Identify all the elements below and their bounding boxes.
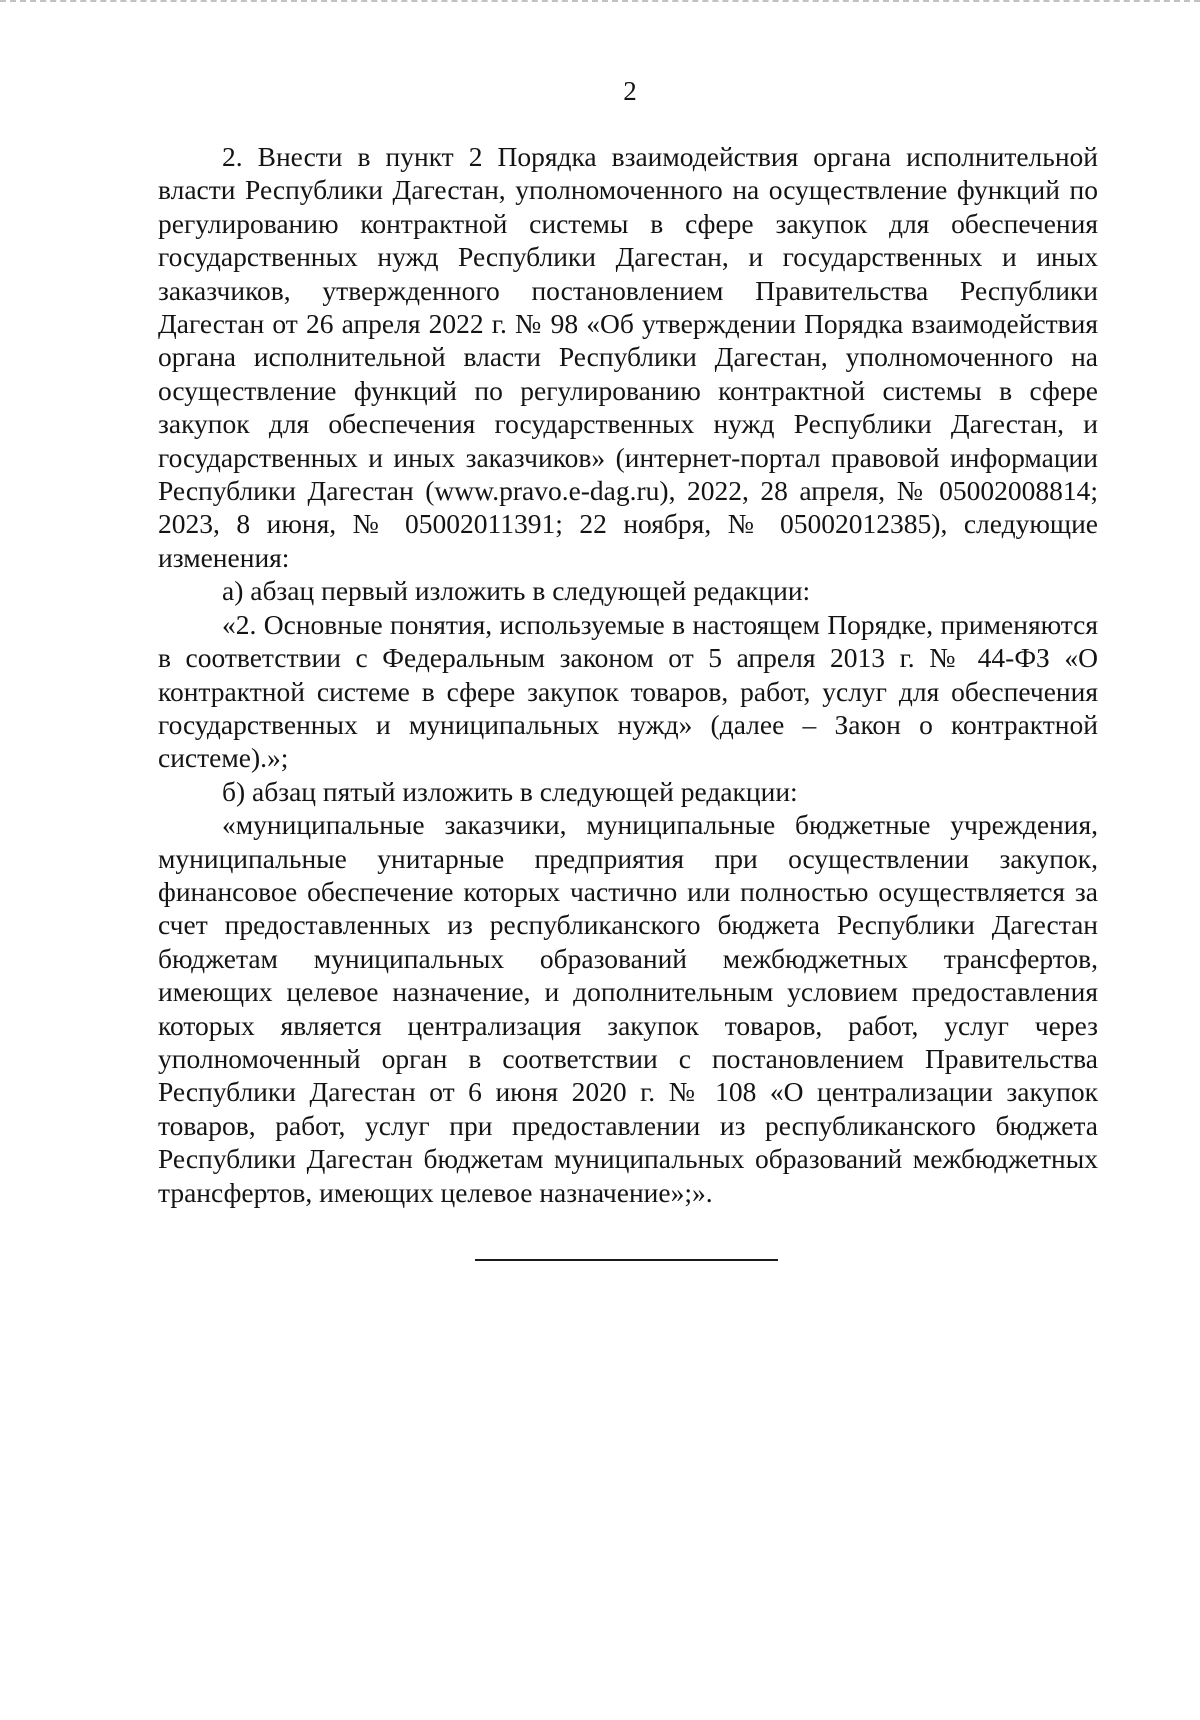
paragraph-item-b: б) абзац пятый изложить в следующей редакции:: [222, 775, 798, 807]
end-separator-line: [475, 1259, 778, 1261]
paragraph-item-a: а) абзац первый изложить в следующей редакции:: [222, 575, 811, 607]
paragraph-item-a-text: «2. Основные понятия, используемые в настоящем Порядке, применяются в соответствии с Федеральным законом от 5 апреля 2013 г. № 44-ФЗ «О контрактной системе в сфере закупок товаров, работ, услуг для обеспечения государственных и муниципальных нужд» (далее – Закон о контрактной системе).»;: [158, 608, 1098, 774]
scan-top-edge: [0, 0, 1200, 2]
paragraph-item-b-text: «муниципальные заказчики, муниципальные бюджетные учреждения, муниципальные унитарные предприятия при осуществлении закупок, финансовое обеспечение которых частично или полностью осуществляется за счет предоставленных из республиканского бюджета Республики Дагестан бюджетам муниципальных образований межбюджетных трансфертов, имеющих целевое назначение, и дополнительным условием предоставления которых является централизация закупок товаров, работ, услуг через уполномоченный орган в соответствии с постановлением Правительства Республики Дагестан от 6 июня 2020 г. № 108 «О централизации закупок товаров, работ, услуг при предоставлении из республиканского бюджета Республики Дагестан бюджетам муниципальных образований межбюджетных трансфертов, имеющих целевое назначение»;».: [158, 809, 1098, 1208]
page-number: 2: [623, 76, 637, 106]
document-body: [158, 140, 1098, 1209]
paragraph-amendment-intro: 2. Внести в пункт 2 Порядка взаимодействия органа исполнительной власти Республики Дагестан, уполномоченного на осуществление функций по регулированию контрактной системы в сфере закупок для обеспечения государственных нужд Республики Дагестан, и государственных и иных заказчиков, утвержденного постановлением Правительства Республики Дагестан от 26 апреля 2022 г. № 98 «Об утверждении Порядка взаимодействия органа исполнительной власти Республики Дагестан, уполномоченного на осуществление функций по регулированию контрактной системы в сфере закупок для обеспечения государственных нужд Республики Дагестан, и государственных и иных заказчиков» (интернет-портал правовой информации Республики Дагестан (www.pravo.e-dag.ru), 2022, 28 апреля, № 05002008814; 2023, 8 июня, № 05002011391; 22 ноября, № 05002012385), следующие изменения:: [158, 141, 1098, 573]
